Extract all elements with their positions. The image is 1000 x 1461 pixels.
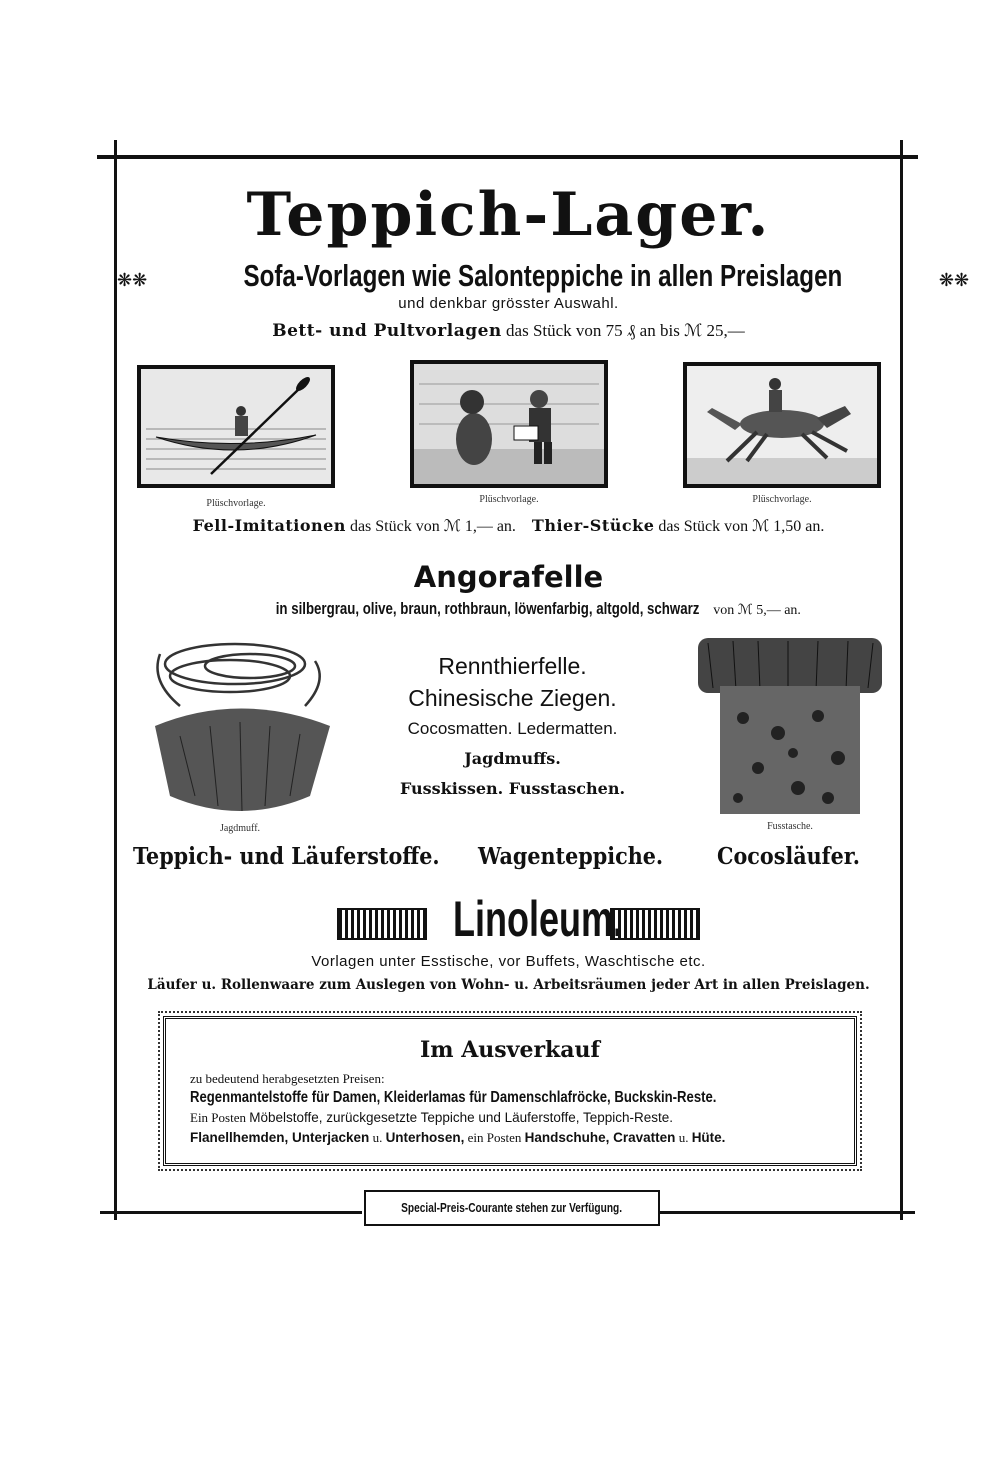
- middle-line-5: Fusskissen. Fusstaschen.: [399, 779, 626, 798]
- jockey-illustration: [687, 366, 877, 484]
- gothic-a: Teppich- und Läuferstoffe.: [133, 843, 440, 870]
- fell-line: [117, 516, 900, 536]
- footer-box: Special-Preis-Courante stehen zur Verfügung.: [364, 1190, 660, 1226]
- middle-line-1: Rennthierfelle.: [438, 653, 587, 679]
- dog-boy-illustration: [414, 364, 604, 484]
- caption-2: Plüschvorlage.: [479, 494, 539, 505]
- kayak-illustration: [141, 369, 331, 484]
- gothic-b: Wagenteppiche.: [478, 843, 664, 870]
- subtitle-2: und denkbar grösster Auswahl.: [398, 295, 619, 312]
- ausverkauf-box: [163, 1016, 857, 1166]
- middle-line-3: Cocosmatten. Ledermatten.: [407, 719, 618, 738]
- angora-price: von ℳ 5,— an.: [713, 603, 801, 618]
- middle-block: [340, 650, 685, 804]
- bett-line: [117, 321, 900, 341]
- linoleum-heading: Linoleum.: [453, 891, 624, 947]
- subtitle-row: [117, 258, 970, 294]
- gothic-line: [120, 843, 898, 877]
- ausverkauf-line-2: [190, 1110, 673, 1126]
- subtitle: Sofa-Vorlagen wie Salonteppiche in allen Preislagen: [243, 258, 843, 293]
- bett-text: das Stück von 75 ₰ an bis ℳ 25,—: [506, 321, 745, 340]
- top-rule: [97, 155, 918, 159]
- picture-jockey: [683, 362, 881, 488]
- bottom-rule-right: [660, 1211, 915, 1214]
- jagdmuff-caption: Jagdmuff.: [219, 823, 261, 834]
- fusstasche-illustration: [698, 638, 882, 816]
- page-title: Teppich-Lager.: [246, 180, 771, 250]
- fell-label: Fell-Imitationen: [192, 516, 346, 535]
- fusstasche-picture: [698, 638, 882, 816]
- linoleum-pattern-left: [337, 908, 427, 940]
- ausverkauf-line-2-bold: Möbelstoffe, zurückgesetzte Teppiche und Läuferstoffe, Teppich-Reste.: [249, 1110, 674, 1125]
- ausverkauf-heading: Im Ausverkauf: [419, 1037, 600, 1063]
- linoleum-line-1: Vorlagen unter Esstische, vor Buffets, Waschtische etc.: [311, 953, 706, 970]
- angora-heading: Angorafelle: [413, 560, 604, 594]
- picture-kayak: [137, 365, 335, 488]
- jagdmuff-illustration: [140, 636, 340, 821]
- ornament-right: ❋❋: [938, 270, 970, 290]
- middle-line-2: Chinesische Ziegen.: [408, 685, 617, 711]
- gothic-c: Cocosläufer.: [717, 843, 860, 870]
- fusstasche-caption: Fusstasche.: [767, 821, 813, 832]
- ausverkauf-intro: zu bedeutend herabgesetzten Preisen:: [190, 1071, 385, 1086]
- bett-label: Bett- und Pultvorlagen: [272, 321, 502, 341]
- angora-colors: in silbergrau, olive, braun, rothbraun, löwenfarbig, altgold, schwarz: [275, 599, 700, 618]
- caption-1: Plüschvorlage.: [206, 498, 266, 509]
- thier-label: Thier-Stücke: [531, 516, 655, 535]
- fell-text: das Stück von ℳ 1,— an.: [349, 518, 516, 535]
- middle-line-4: Jagdmuffs.: [464, 749, 561, 768]
- linoleum-pattern-right: [610, 908, 700, 940]
- angora-line: [117, 599, 900, 619]
- linoleum-line-2: Läufer u. Rollenwaare zum Auslegen von Wohn- u. Arbeitsräumen jeder Art in allen Preislagen.: [147, 977, 870, 993]
- right-rule: [900, 140, 903, 1220]
- bottom-rule-left: [100, 1211, 362, 1214]
- caption-3: Plüschvorlage.: [752, 494, 812, 505]
- ausverkauf-line-1: Regenmantelstoffe für Damen, Kleiderlamas für Damenschlafröcke, Buckskin-Reste.: [190, 1089, 717, 1106]
- thier-text: das Stück von ℳ 1,50 an.: [658, 518, 825, 535]
- ornament-left: ❋❋: [117, 270, 148, 290]
- jagdmuff-picture: [140, 636, 340, 821]
- picture-dog-boy: [410, 360, 608, 488]
- ausverkauf-line-2-plain: Ein Posten: [190, 1110, 246, 1125]
- ausverkauf-line-3: Flanellhemden, Unterjacken u. Unterhosen, ein Posten Handschuhe, Cravatten u. Hüte.: [190, 1130, 726, 1145]
